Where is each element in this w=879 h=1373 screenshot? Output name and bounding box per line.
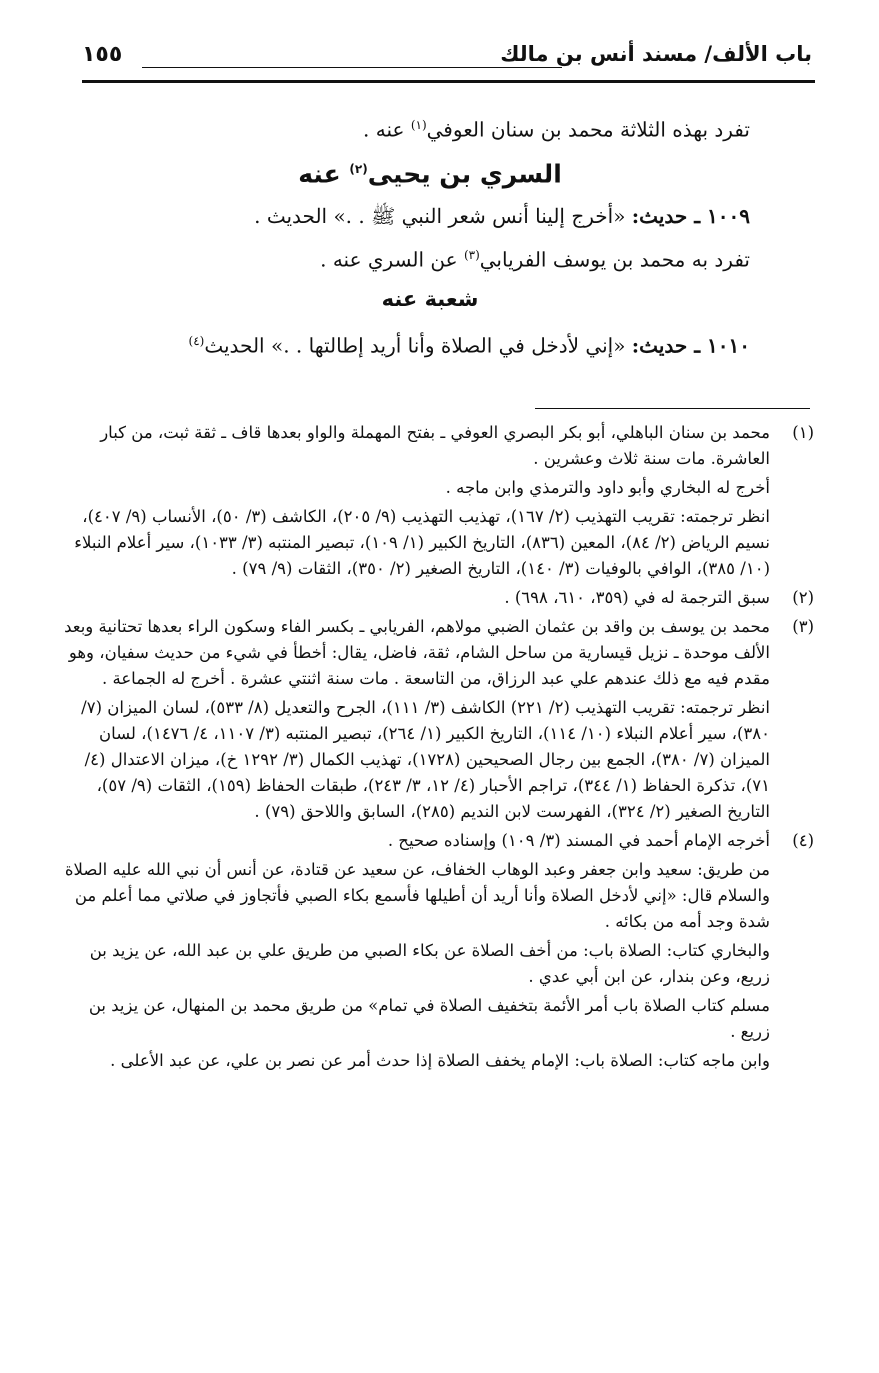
page-number: ١٥٥ <box>82 42 123 67</box>
hadith-text: «إني لأدخل في الصلاة وأنا أريد إطالتها . .» الحديث <box>204 333 626 358</box>
footnote <box>64 585 814 611</box>
footnote-paragraph: محمد بن سنان الباهلي، أبو بكر البصري العوفي ـ بفتح المهملة والواو بعدها قاف ـ ثقة ثبت، من كبار العاشرة. مات سنة ثلاث وعشرين . <box>100 423 770 468</box>
section-heading-sari <box>110 154 750 189</box>
hadith-1010 <box>110 326 750 361</box>
intro-end: عنه . <box>363 117 405 142</box>
footnotes <box>64 420 814 1077</box>
intro-line <box>110 110 750 145</box>
footnote-ref-4: (٤) <box>188 333 205 348</box>
main-text <box>110 110 750 369</box>
hadith-text: «أخرج إلينا أنس شعر النبي ﷺ . .» الحديث . <box>254 203 626 228</box>
footnote-paragraph: من طريق: سعيد وابن جعفر وعبد الوهاب الخفاف، عن سعيد عن قتادة، عن أنس أن نبي الله عليه الصلاة والسلام قال: «إني لأدخل الصلاة وأنا أريد أن أطيلها فأسمع بكاء الصبي فأتجاوز في صلاتي مما أعلم من شدة وجد أمه من بكائه . <box>64 860 770 931</box>
footnote-separator <box>535 408 810 409</box>
header-filler-line <box>142 67 562 68</box>
section-heading-shuba: شعبة عنه <box>381 286 479 311</box>
footnote <box>64 420 814 582</box>
footnote-paragraph: سبق الترجمة له في (٣٥٩، ٦١٠، ٦٩٨) . <box>504 588 770 607</box>
section-title-sari: السري بن يحيى <box>367 158 562 188</box>
tafarrud-line <box>110 240 750 275</box>
footnote-marker: (٣) <box>792 617 814 636</box>
tafarrud-end: عن السري عنه . <box>320 247 458 272</box>
footnote-paragraph: وابن ماجه كتاب: الصلاة باب: الإمام يخفف الصلاة إذا حدث أمر عن نصر بن علي، عن عبد الأعلى . <box>110 1051 770 1070</box>
footnote-ref-2: (٢) <box>349 161 368 176</box>
page-header <box>82 38 812 78</box>
section-title-sari-end: عنه <box>298 158 341 188</box>
header-rule <box>82 80 815 83</box>
running-title: باب الألف/ مسند أنس بن مالك <box>500 42 812 66</box>
footnote-ref-1: (١) <box>410 118 427 132</box>
footnote <box>64 828 814 1074</box>
footnote-ref-3: (٣) <box>463 247 480 262</box>
footnote-marker: (٢) <box>792 588 814 607</box>
hadith-number: ١٠١٠ ـ حديث: <box>631 333 750 358</box>
footnote-paragraph: والبخاري كتاب: الصلاة باب: من أخف الصلاة عن بكاء الصبي من طريق علي بن عبد الله، عن يزيد بن زريع، وعن بندار، عن ابن أبي عدي . <box>89 941 770 986</box>
footnote-marker: (٤) <box>792 831 814 850</box>
hadith-1009 <box>110 201 750 231</box>
footnote-paragraph: أخرج له البخاري وأبو داود والترمذي وابن ماجه . <box>445 478 770 497</box>
intro-text: تفرد بهذه الثلاثة محمد بن سنان العوفي <box>426 117 750 142</box>
footnote-paragraph: أخرجه الإمام أحمد في المسند (٣/ ١٠٩) وإسناده صحيح . <box>387 831 770 850</box>
tafarrud-text: تفرد به محمد بن يوسف الفريابي <box>479 247 750 272</box>
footnote-marker: (١) <box>792 423 814 442</box>
footnote-paragraph: انظر ترجمته: تقريب التهذيب (٢/ ١٦٧)، تهذيب التهذيب (٩/ ٢٠٥)، الكاشف (٣/ ٥٠)، الأنساب (٩/ ٤٠٧)، نسيم الرياض (٢/ ٨٤)، المعين (٨٣٦)، التاريخ الكبير (١/ ١٠٩)، تبصير المنتبه (٣/ ١٠٣٣)، سير أعلام النبلاء (١٠/ ٣٨٥)، الوافي بالوفيات (٣/ ١٤٠)، التاريخ الصغير (٢/ ٣٥٠)، الثقات (٩/ ٧٩) . <box>74 507 770 578</box>
hadith-number: ١٠٠٩ ـ حديث: <box>631 203 750 228</box>
footnote <box>64 614 814 825</box>
footnote-paragraph: مسلم كتاب الصلاة باب أمر الأئمة بتخفيف الصلاة في تمام» من طريق محمد بن المنهال، عن يزيد بن زريع . <box>88 996 770 1041</box>
footnote-paragraph: محمد بن يوسف بن واقد بن عثمان الضبي مولاهم، الفريابي ـ بكسر الفاء وسكون الراء بعدها تحتانية وبعد الألف موحدة ـ نزيل قيسارية من ساحل الشام، ثقة، فاضل، يقال: أخطأ في شيء من حديث سفيان، وهو مقدم فيه مع ذلك عندهم علي عبد الرزاق، من التاسعة . مات سنة اثنتي عشرة . أخرج له الجماعة . <box>64 617 770 688</box>
footnote-paragraph: انظر ترجمته: تقريب التهذيب (٢/ ٢٢١) الكاشف (٣/ ١١١)، الجرح والتعديل (٨/ ٥٣٣)، لسان الميزان (٧/ ٣٨٠)، سير أعلام النبلاء (١٠/ ١١٤)، التاريخ الكبير (١/ ٢٦٤)، تبصير المنتبه (٣/ ١١٠٧، ٤/ ١٤٧٦)، لسان الميزان (٧/ ٣٨٠)، الجمع بين رجال الصحيحين (١٧٢٨)، تهذيب الكمال (٣/ ١٢٩٢ خ)، ميزان الاعتدال (٤/ ٧١)، تذكرة الحفاظ (١/ ٣٤٤)، تراجم الأحبار (٤/ ١٢، ٣/ ٢٤٣)، طبقات الحفاظ (١٥٩)، الثقات (٩/ ٥٧)، التاريخ الصغير (٢/ ٣٢٤)، الفهرست لابن النديم (٢٨٥)، السابق واللاحق (٧٩) . <box>81 698 770 821</box>
